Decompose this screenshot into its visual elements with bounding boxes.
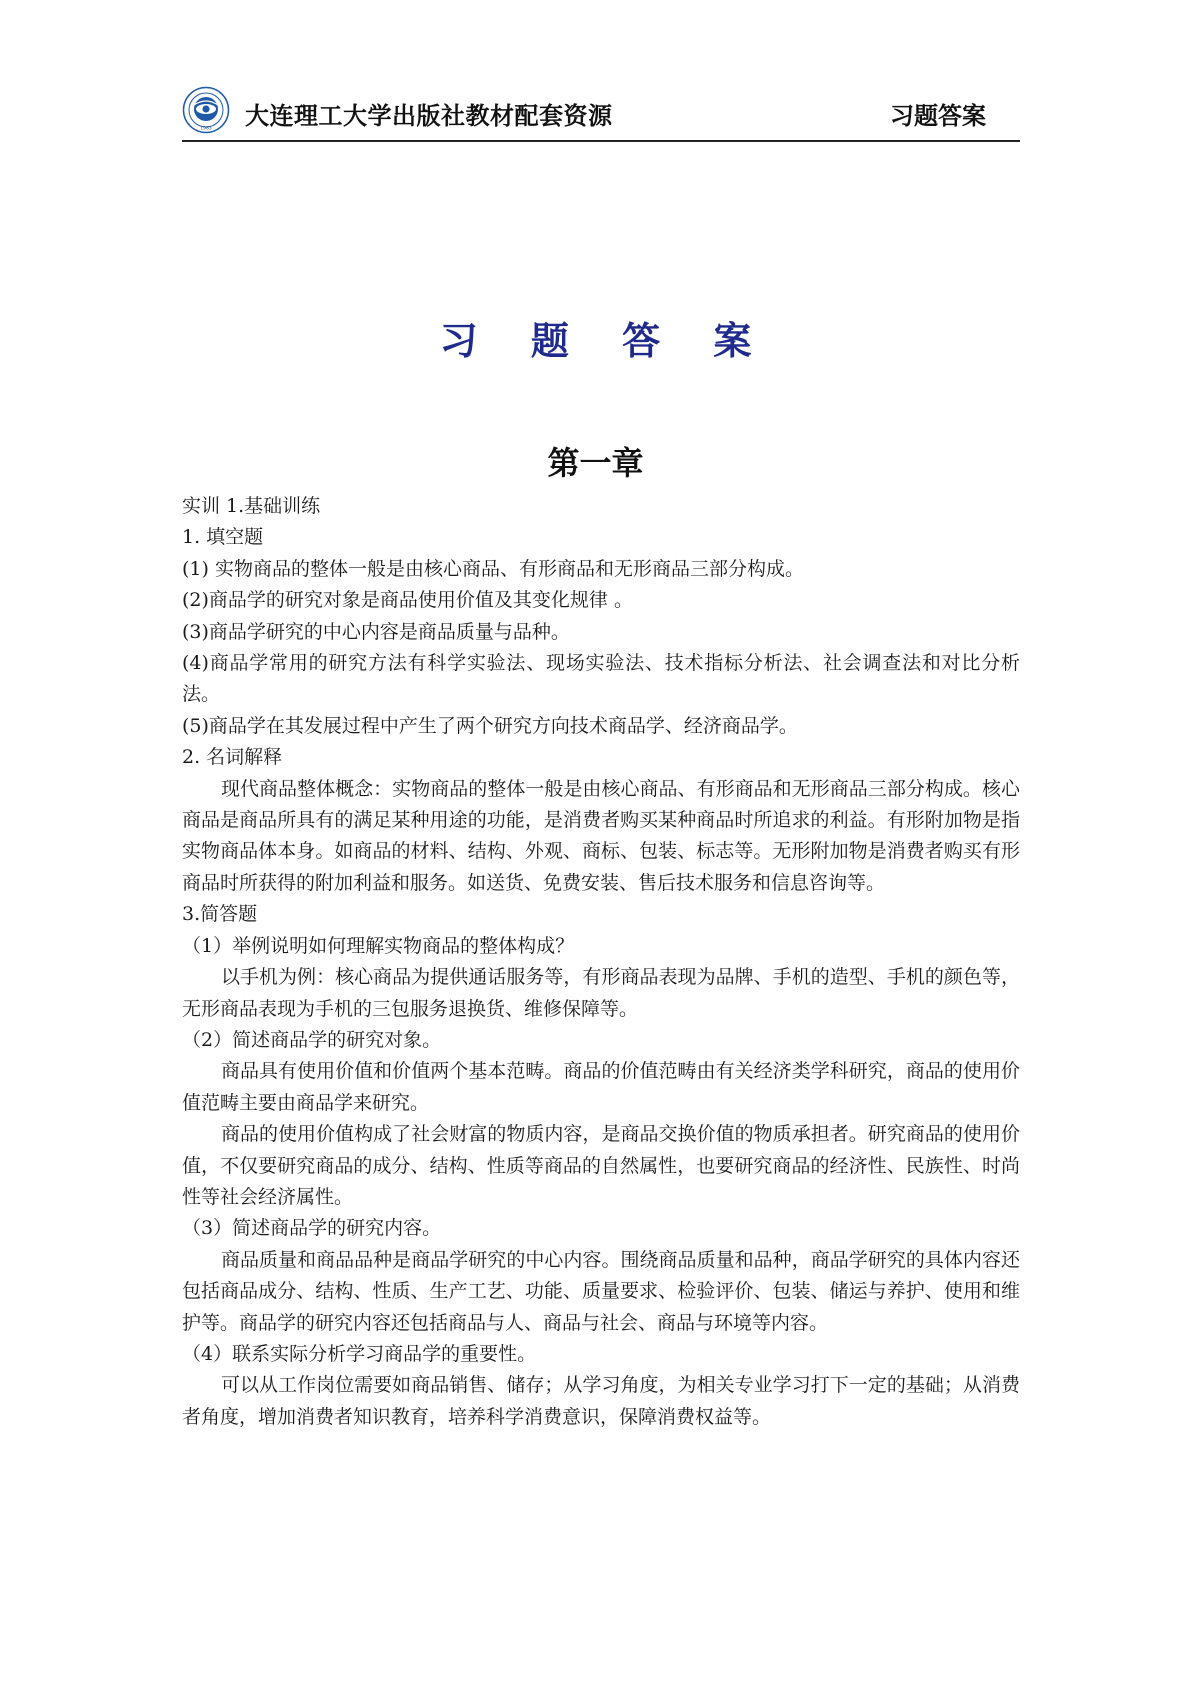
answer-paragraph: 商品质量和商品品种是商品学研究的中心内容。围绕商品质量和品种，商品学研究的具体内容还包括商品成分、结构、性质、生产工艺、功能、质量要求、检验评价、包装、储运与养护、使用和维护等。商品学的研究内容还包括商品与人、商品与社会、商品与环境等内容。: [182, 1248, 1020, 1334]
answer-line: (5)商品学在其发展过程中产生了两个研究方向技术商品学、经济商品学。: [182, 714, 798, 737]
answer-paragraph: 商品的使用价值构成了社会财富的物质内容，是商品交换价值的物质承担者。研究商品的使用价值，不仅要研究商品的成分、结构、性质等商品的自然属性，也要研究商品的经济性、民族性、时尚性等社会经济属性。: [182, 1123, 1020, 1208]
document-type-label: 习题答案: [890, 102, 986, 130]
section-heading: 实训 1.基础训练: [182, 495, 321, 517]
chapter-heading: 第一章: [547, 444, 644, 482]
answer-line: (4)商品学常用的研究方法有科学实验法、现场实验法、技术指标分析法、社会调查法和对比分析法。: [182, 652, 1020, 706]
answer-paragraph: 商品具有使用价值和价值两个基本范畴。商品的价值范畴由有关经济类学科研究，商品的使用价值范畴主要由商品学来研究。: [182, 1060, 1020, 1114]
publisher-seal-icon: [182, 86, 230, 134]
logo-year: 1983: [200, 126, 212, 132]
answer-line: (1) 实物商品的整体一般是由核心商品、有形商品和无形商品三部分构成。: [182, 557, 804, 580]
publisher-name: 大连理工大学出版社教材配套资源: [245, 102, 613, 130]
document-body: [182, 491, 1020, 1433]
document-title: 习 题 答 案: [439, 319, 772, 363]
question-line: （3）简述商品学的研究内容。: [182, 1217, 442, 1240]
question-type-heading: 2. 名词解释: [182, 746, 283, 769]
answer-line: (3)商品学研究的中心内容是商品质量与品种。: [182, 620, 570, 643]
question-line: （1）举例说明如何理解实物商品的整体构成？: [182, 934, 575, 957]
question-type-heading: 1. 填空题: [182, 526, 264, 549]
question-line: （4）联系实际分析学习商品学的重要性。: [182, 1342, 537, 1365]
answer-line: (2)商品学的研究对象是商品使用价值及其变化规律 。: [182, 589, 633, 612]
answer-paragraph: 可以从工作岗位需要如商品销售、储存；从学习角度，为相关专业学习打下一定的基础；从消费者角度，增加消费者知识教育，培养科学消费意识，保障消费权益等。: [182, 1374, 1020, 1428]
answer-paragraph: 以手机为例：核心商品为提供通话服务等，有形商品表现为品牌、手机的造型、手机的颜色等，无形商品表现为手机的三包服务退换货、维修保障等。: [182, 966, 1020, 1020]
answer-paragraph: 现代商品整体概念：实物商品的整体一般是由核心商品、有形商品和无形商品三部分构成。核心商品是商品所具有的满足某种用途的功能，是消费者购买某种商品时所追求的利益。有形附加物是指实物商品体本身。如商品的材料、结构、外观、商标、包装、标志等。无形附加物是消费者购买有形商品时所获得的附加利益和服务。如送货、免费安装、售后技术服务和信息咨询等。: [182, 777, 1020, 894]
page-header: [182, 84, 1020, 142]
question-type-heading: 3.简答题: [182, 903, 258, 926]
question-line: （2）简述商品学的研究对象。: [182, 1028, 442, 1051]
